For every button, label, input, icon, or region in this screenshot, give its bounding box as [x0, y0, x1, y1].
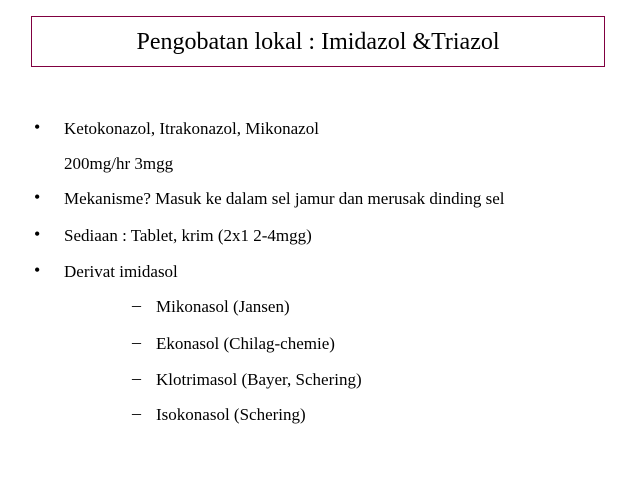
sub-item-3: Klotrimasol (Bayer, Schering)	[156, 370, 362, 389]
dash-icon: –	[132, 368, 141, 388]
sub-item-1: Mikonasol (Jansen)	[156, 297, 290, 316]
sub-item-4: Isokonasol (Schering)	[156, 405, 306, 424]
dash-icon: –	[132, 332, 141, 352]
bullet-text-1: Ketokonazol, Itrakonazol, Mikonazol	[64, 119, 319, 138]
bullet-text-4: Derivat imidasol	[64, 262, 178, 281]
bullet-text-3: Sediaan : Tablet, krim (2x1 2-4mgg)	[64, 226, 312, 245]
slide-title-box	[31, 16, 605, 67]
bullet-icon: •	[34, 117, 41, 137]
bullet-icon: •	[34, 260, 41, 280]
sub-item-2: Ekonasol (Chilag-chemie)	[156, 334, 335, 353]
dash-icon: –	[132, 403, 141, 423]
bullet-text-2: Mekanisme? Masuk ke dalam sel jamur dan merusak dinding sel	[64, 189, 505, 208]
slide-title: Pengobatan lokal : Imidazol &Triazol	[136, 28, 500, 55]
bullet-icon: •	[34, 224, 41, 244]
bullet-icon: •	[34, 187, 41, 207]
dash-icon: –	[132, 295, 141, 315]
bullet-text-1-continuation: 200mg/hr 3mgg	[64, 154, 174, 173]
